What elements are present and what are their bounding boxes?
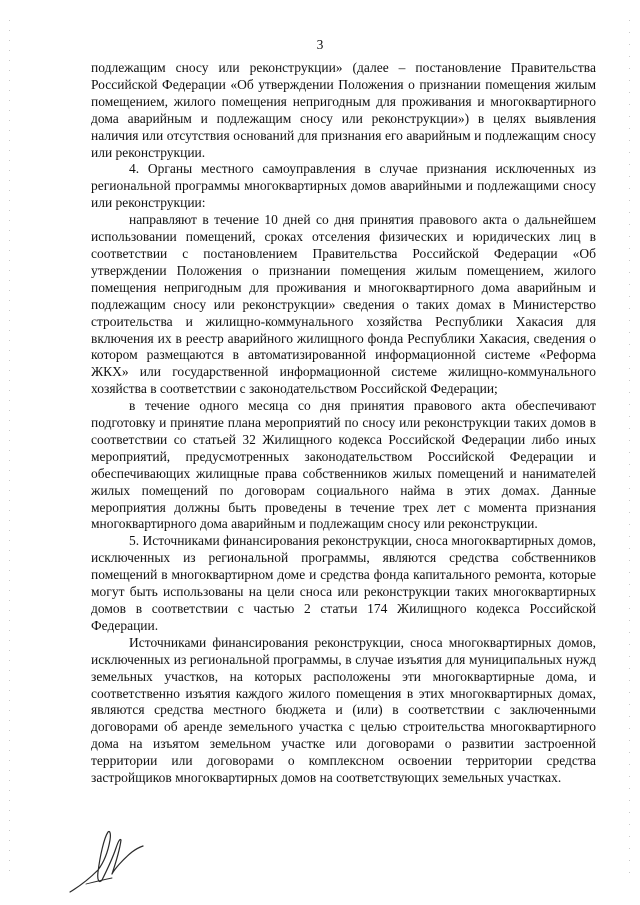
paragraph-item-4-sub-1: направляют в течение 10 дней со дня принятия правового акта о дальнейшем использовании помещений, сроках отселения физических и юридических лиц в соответствии с постановлением Правительства Российской Федерации «Об утверждении Положения о признании помещения жилым помещением, жилого помещения непригодным для проживания и многоквартирного дома аварийным и подлежащим сносу или реконструкции» сведения о таких домах в Министерство строительства и жилищно-коммунального хозяйства Республики Хакасия для включения их в реестр аварийного жилищного фонда Республики Хакасия, сведения о котором размещаются в автоматизированной информационной системе «Реформа ЖКХ» или государственной информационной системе жилищно-коммунального хозяйства в соответствии с законодательством Российской Федерации; [91, 212, 596, 397]
page-number: 3 [316, 37, 324, 52]
handwritten-signature [66, 826, 146, 896]
paragraph-item-4-sub-2: в течение одного месяца со дня принятия правового акта обеспечивают подготовку и принятие плана мероприятий по сносу или реконструкции таких домов в соответствии со статьей 32 Жилищного кодекса Российской Федерации либо иных мероприятий, предусмотренных законодательством Российской Федерации и обеспечивающих жилищные права собственников жилых помещений и нанимателей жилых помещений по договорам социального найма в этих домах. Данные мероприятия должны быть проведены в течение трех лет с момента признания многоквартирного дома аварийным и подлежащим сносу или реконструкции. [91, 398, 596, 532]
paragraph-item-4: 4. Органы местного самоуправления в случае признания исключенных из региональной программы многоквартирных домов аварийными и подлежащими сносу или реконструкции: [91, 161, 596, 211]
paragraph-continuation: подлежащим сносу или реконструкции» (далее – постановление Правительства Российской Федерации «Об утверждении Положения о признании помещения жилым помещением, жилого помещения непригодным для проживания и многоквартирного дома аварийным и подлежащим сносу или реконструкции») в целях выявления наличия или отсутствия оснований для признания его аварийным и подлежащим сносу или реконструкции. [91, 60, 596, 160]
paragraph-item-5: 5. Источниками финансирования реконструкции, сноса многоквартирных домов, исключенных из региональной программы, являются средства собственников помещений в многоквартирном доме и средства фонда капитального ремонта, которые могут быть использованы на цели сноса или реконструкции таких многоквартирных домов в соответствии с частью 2 статьи 174 Жилищного кодекса Российской Федерации. [91, 533, 596, 633]
left-margin-marks [8, 0, 11, 905]
right-margin-marks [628, 0, 631, 905]
paragraph-item-5-sub: Источниками финансирования реконструкции, сноса многоквартирных домов, исключенных из региональной программы, в случае изъятия для муниципальных нужд земельных участков, на которых расположены эти многоквартирные дома, и соответственно изъятия каждого жилого помещения в этих многоквартирных домах, являются средства местного бюджета и (или) в соответствии с заключенными договорами об аренде земельного участка с целью строительства многоквартирного дома на изъятом земельном участке или договорами о развитии застроенной территории или договорами о комплексном освоении территории средства застройщиков многоквартирных домов на соответствующих земельных участках. [91, 634, 596, 786]
document-body [91, 60, 596, 787]
